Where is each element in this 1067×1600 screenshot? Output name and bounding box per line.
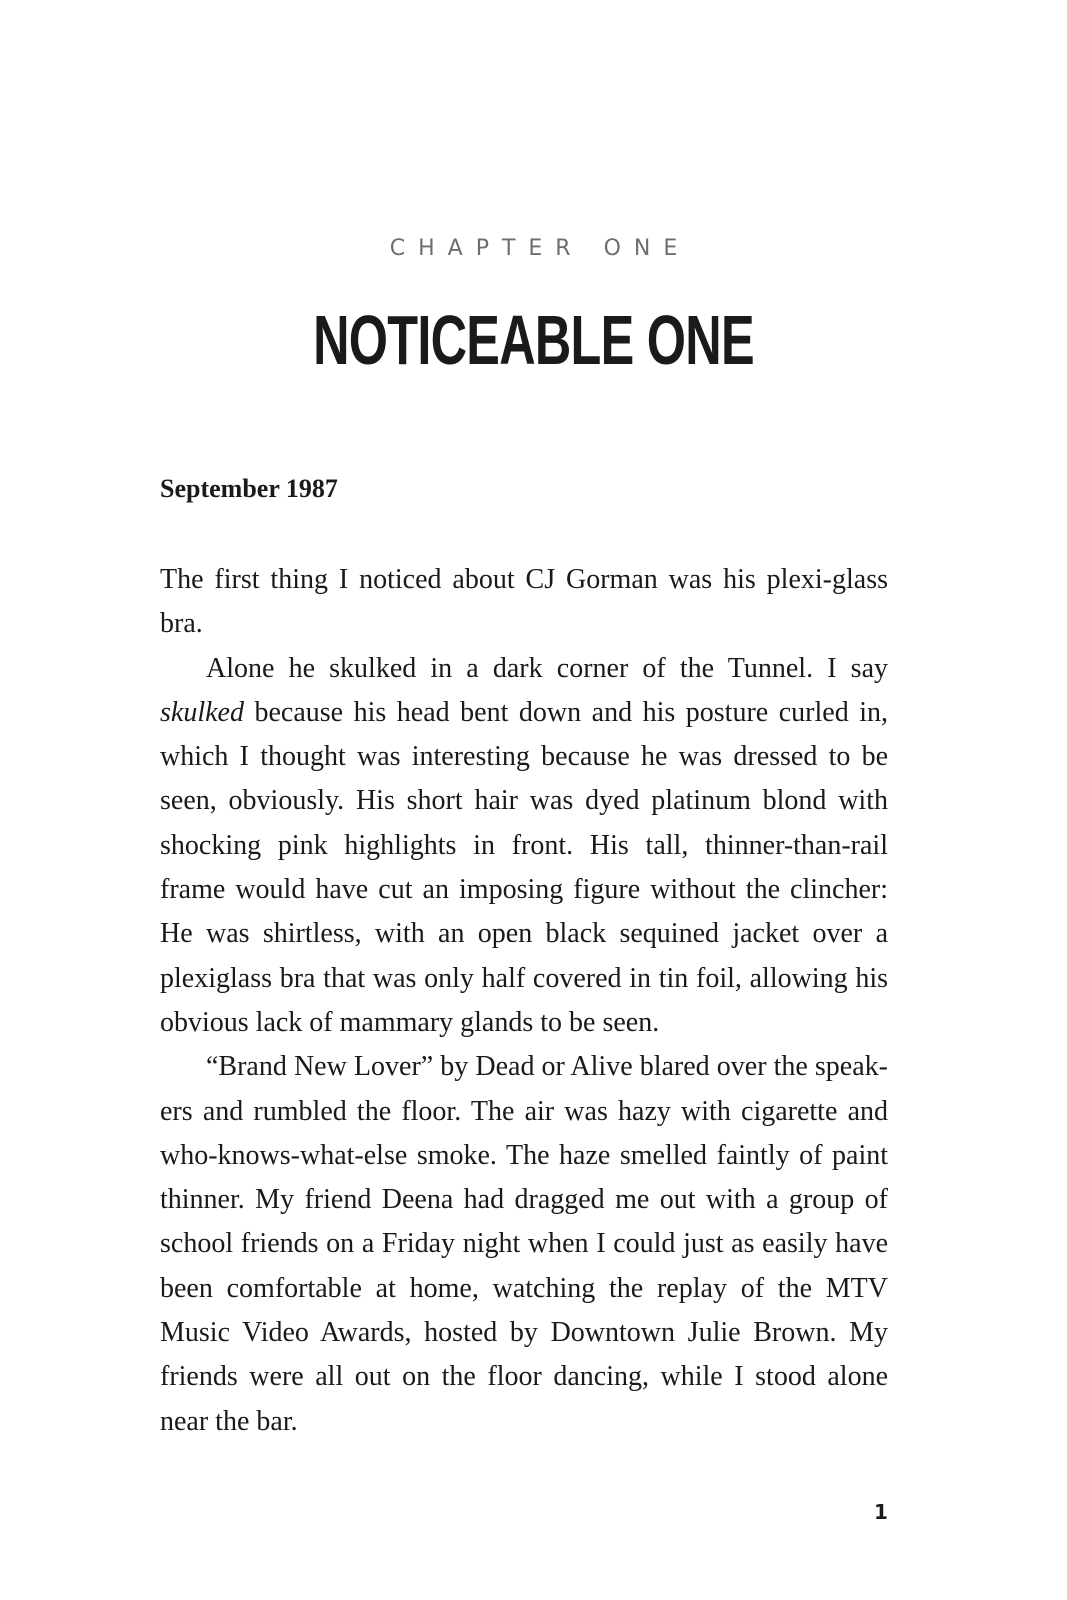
paragraph-2-emphasis: skulked <box>160 696 244 728</box>
paragraph-1-text: The first thing I noticed about CJ Gorman was his plexi-glass bra. <box>160 564 888 640</box>
chapter-label: CHAPTER ONE <box>389 236 691 261</box>
chapter-body <box>160 558 888 1444</box>
paragraph-3 <box>160 1045 888 1444</box>
paragraph-2-text-after: because his head bent down and his posture curled in, which I thought was interesting because he was dressed to be seen, obviously. His short hair was dyed platinum blond with shocking pink highlights in front. His tall, thinner-than-rail frame would have cut an imposing figure without the clincher: He was shirtless, with an open black sequined jacket over a plexiglass bra that was only half covered in tin foil, allowing his obvious lack of mammary glands to be seen. <box>160 696 888 1038</box>
chapter-title: NOTICEABLE ONE <box>313 301 754 379</box>
page-number: 1 <box>874 1500 888 1524</box>
paragraph-2 <box>160 647 888 1046</box>
paragraph-1 <box>160 558 888 647</box>
section-date-heading: September 1987 <box>160 474 338 503</box>
paragraph-3-text: “Brand New Lover” by Dead or Alive blared over the speak-ers and rumbled the floor. The air was hazy with cigarette and who-knows-what-else smoke. The haze smelled faintly of paint thinner. My friend Deena had dragged me out with a group of school friends on a Friday night when I could just as easily have been comfortable at home, watching the replay of the MTV Music Video Awards, hosted by Downtown Julie Brown. My friends were all out on the floor dancing, while I stood alone near the bar. <box>160 1051 888 1437</box>
paragraph-2-text-before: Alone he skulked in a dark corner of the Tunnel. I say <box>206 652 888 684</box>
